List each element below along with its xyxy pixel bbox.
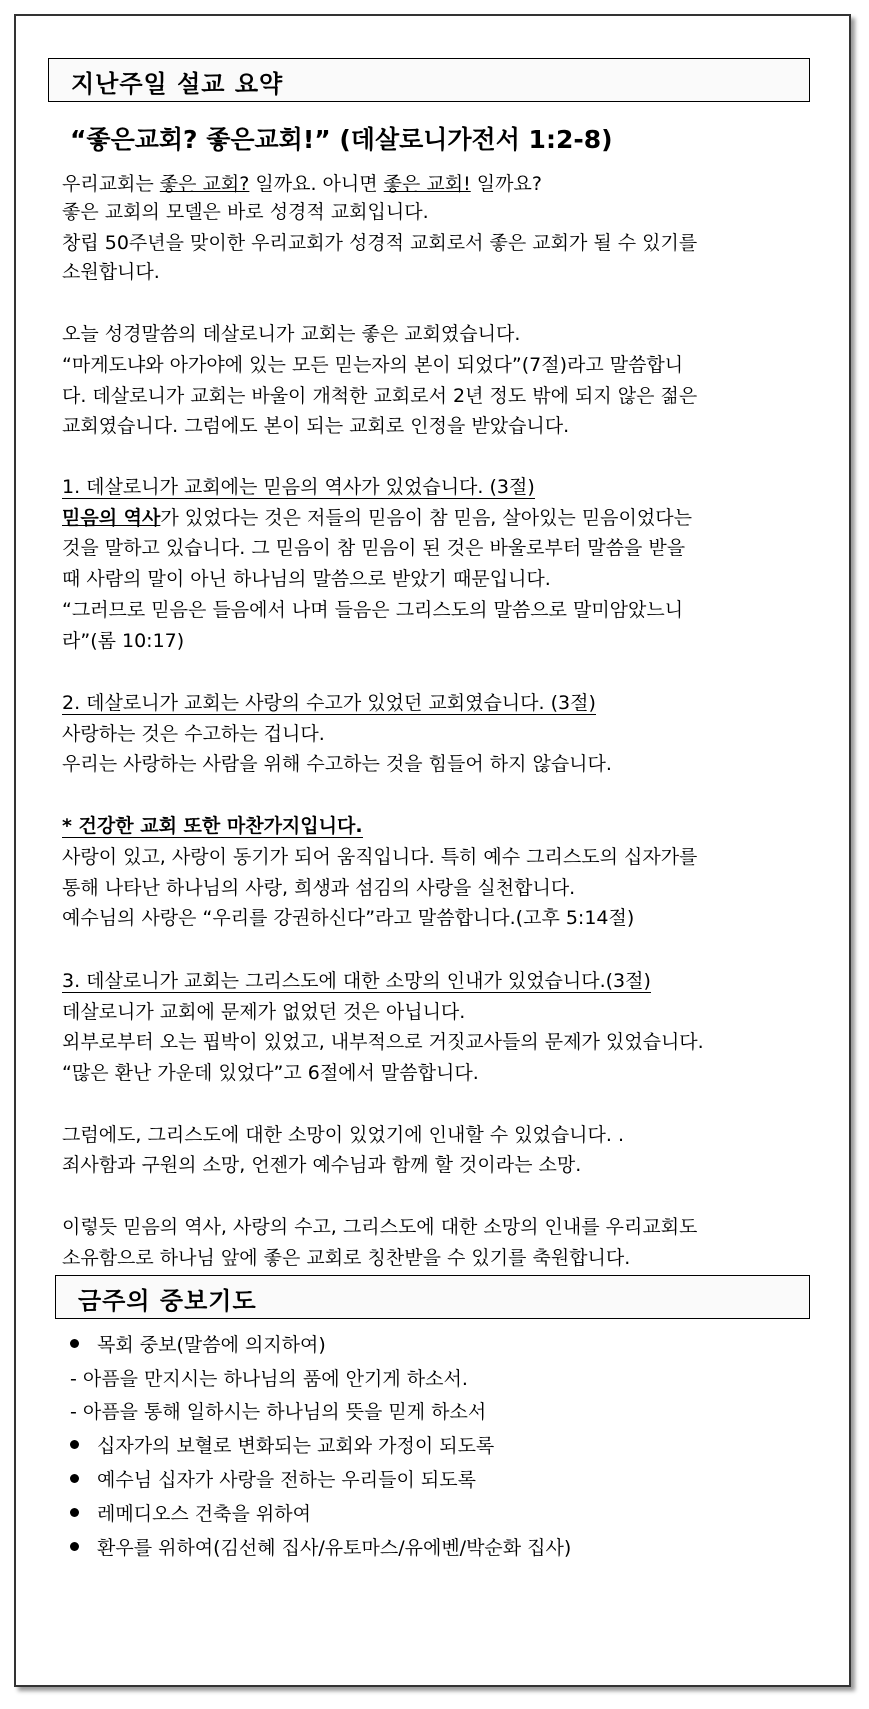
bold-underlined-text: 믿음의 역사 xyxy=(62,507,161,529)
closing-line-2: 소유함으로 하나님 앞에 좋은 교회로 칭찬받을 수 있기를 축원합니다. xyxy=(62,1247,631,1269)
paragraph2-line-4: 교회였습니다. 그럼에도 본이 되는 교회로 인정을 받았습니다. xyxy=(62,415,570,437)
point3-line-1: 데살로니가 교회에 문제가 없었던 것은 아닙니다. xyxy=(62,1001,466,1023)
heading-text: 3. 데살로니가 교회는 그리스도에 대한 소망의 인내가 있었습니다.(3절) xyxy=(62,970,651,992)
paragraph2-line-3: 다. 데살로니가 교회는 바울이 개척한 교회로서 2년 정도 밖에 되지 않은 젊은 xyxy=(62,385,698,407)
note-line-2: 통해 나타난 하나님의 사랑, 희생과 섬김의 사랑을 실천합니다. xyxy=(62,877,576,899)
point3-line-3: “많은 환난 가운데 있었다”고 6절에서 말씀합니다. xyxy=(62,1062,479,1084)
paragraph3-line-1: 그럼에도, 그리스도에 대한 소망이 있었기에 인내할 수 있었습니다. . xyxy=(62,1124,624,1146)
underlined-text: 좋은 교회! xyxy=(383,173,471,195)
text: 일까요. 아니면 xyxy=(249,173,384,195)
point1-line-4: “그러므로 믿음은 들음에서 나며 들음은 그리스도의 말씀으로 말미암았느니 xyxy=(62,599,684,621)
intro-line-2: 좋은 교회의 모델은 바로 성경적 교회입니다. xyxy=(62,201,429,223)
note-line-3: 예수님의 사랑은 “우리를 강권하신다”라고 말씀합니다.(고후 5:14절) xyxy=(62,907,635,929)
point1-heading xyxy=(62,473,535,501)
heading-text: 2. 데살로니가 교회는 사랑의 수고가 있었던 교회였습니다. (3절) xyxy=(62,692,596,714)
closing-line-1: 이렇듯 믿음의 역사, 사랑의 수고, 그리스도에 대한 소망의 인내를 우리교회도 xyxy=(62,1216,698,1238)
intro-line-4: 소원합니다. xyxy=(62,261,160,283)
paragraph2-line-2: “마게도냐와 아가야에 있는 모든 믿는자의 본이 되었다”(7절)라고 말씀합니 xyxy=(62,354,684,376)
heading-text: * 건강한 교회 또한 마찬가지입니다. xyxy=(62,815,363,837)
heading-text: 1. 데살로니가 교회에는 믿음의 역사가 있었습니다. (3절) xyxy=(62,476,535,498)
point2-heading xyxy=(62,689,596,717)
prayer-item-text: 목회 중보(말씀에 의지하여) xyxy=(97,1334,326,1356)
point1-line-1 xyxy=(62,504,692,532)
point3-heading xyxy=(62,967,651,995)
paragraph3-line-2: 죄사함과 구원의 소망, 언젠가 예수님과 함께 할 것이라는 소망. xyxy=(62,1154,582,1176)
point3-line-2: 외부로부터 오는 핍박이 있었고, 내부적으로 거짓교사들의 문제가 있었습니다. xyxy=(62,1031,704,1053)
prayer-item xyxy=(70,1398,486,1426)
prayer-item-text: 예수님 십자가 사랑을 전하는 우리들이 되도록 xyxy=(97,1469,476,1491)
point1-line-5: 라”(롬 10:17) xyxy=(62,630,185,652)
text: 일까요? xyxy=(470,173,542,195)
bullet-icon xyxy=(70,1474,79,1483)
underlined-text: 좋은 교회? xyxy=(159,173,250,195)
note-heading xyxy=(62,812,363,840)
point1-line-2: 것을 말하고 있습니다. 그 믿음이 참 믿음이 된 것은 바울로부터 말씀을 받을 xyxy=(62,537,686,559)
paragraph2-line-1: 오늘 성경말씀의 데살로니가 교회는 좋은 교회였습니다. xyxy=(62,323,521,345)
bullet-icon xyxy=(70,1542,79,1551)
prayer-header-box xyxy=(55,1275,810,1319)
prayer-item xyxy=(70,1534,571,1562)
bullet-icon xyxy=(70,1339,79,1348)
sermon-summary-header-box xyxy=(48,58,810,102)
prayer-item xyxy=(70,1365,468,1393)
point2-line-2: 우리는 사랑하는 사람을 위해 수고하는 것을 힘들어 하지 않습니다. xyxy=(62,753,612,775)
text: 우리교회는 xyxy=(62,173,160,195)
bullet-icon xyxy=(70,1508,79,1517)
prayer-item xyxy=(70,1331,326,1359)
sermon-title: “좋은교회? 좋은교회!” (데살로니가전서 1:2-8) xyxy=(70,125,613,154)
intro-line-3: 창립 50주년을 맞이한 우리교회가 성경적 교회로서 좋은 교회가 될 수 있기를 xyxy=(62,232,698,254)
prayer-item-text: - 아픔을 통해 일하시는 하나님의 뜻을 믿게 하소서 xyxy=(70,1401,487,1423)
sermon-summary-header: 지난주일 설교 요약 xyxy=(71,70,284,98)
intro-line-1 xyxy=(62,170,542,198)
prayer-item-text: 십자가의 보혈로 변화되는 교회와 가정이 되도록 xyxy=(97,1435,495,1457)
prayer-header: 금주의 중보기도 xyxy=(78,1287,257,1315)
bullet-icon xyxy=(70,1440,79,1449)
prayer-item xyxy=(70,1432,494,1460)
prayer-item-text: 레메디오스 건축을 위하여 xyxy=(97,1503,311,1525)
prayer-item xyxy=(70,1466,476,1494)
note-line-1: 사랑이 있고, 사랑이 동기가 되어 움직입니다. 특히 예수 그리스도의 십자가를 xyxy=(62,846,698,868)
prayer-item xyxy=(70,1500,311,1528)
prayer-item-text: - 아픔을 만지시는 하나님의 품에 안기게 하소서. xyxy=(70,1368,468,1390)
prayer-item-text: 환우를 위하여(김선혜 집사/유토마스/유에벤/박순화 집사) xyxy=(97,1537,572,1559)
point1-line-3: 때 사람의 말이 아닌 하나님의 말씀으로 받았기 때문입니다. xyxy=(62,568,551,590)
text: 가 있었다는 것은 저들의 믿음이 참 믿음, 살아있는 믿음이었다는 xyxy=(160,507,692,529)
point2-line-1: 사랑하는 것은 수고하는 겁니다. xyxy=(62,723,325,745)
